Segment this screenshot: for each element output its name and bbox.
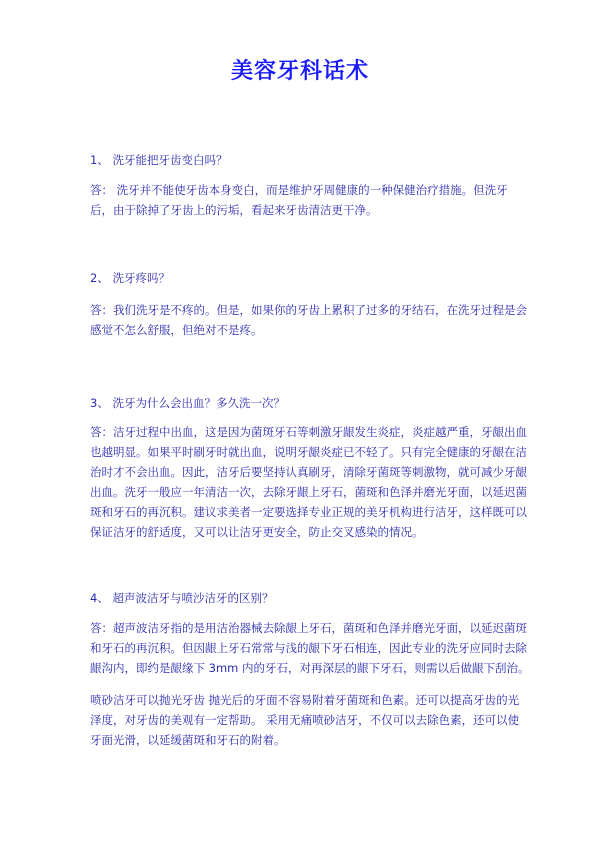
question-4: 4、 超声波洁牙与喷沙洁牙的区别？ (90, 591, 274, 605)
answer-2: 答：我们洗牙是不疼的。但是，如果你的牙齿上累积了过多的牙结石，在洗牙过程是会感觉不怎么舒服，但绝对不是疼。 (90, 303, 527, 337)
answer-4: 答：超声波洁牙指的是用洁治器械去除龈上牙石，菌斑和色泽并磨光牙面，以延迟菌斑和牙石的再沉积。但因龈上牙石常常与浅的龈下牙石相连，因此专业的洗牙应同时去除龈沟内，即约是龈缘下 3mm 内的牙石，对再深层的龈下牙石，则需以后做龈下刮治。 (90, 621, 530, 675)
question-2: 2、 洗牙疼吗？ (90, 271, 170, 285)
document-title: 美容牙科话术 (230, 59, 369, 84)
question-3: 3、 洗牙为什么会出血？多久洗一次？ (90, 396, 285, 410)
question-1: 1、 洗牙能把牙齿变白吗？ (90, 153, 228, 167)
answer-3: 答：洁牙过程中出血，这是因为菌斑牙石等刺激牙龈发生炎症，炎症越严重，牙龈出血也越明显。如果平时刷牙时就出血，说明牙龈炎症已不轻了。只有完全健康的牙龈在洁治时才不会出血。因此，洁牙后要坚持认真刷牙，清除牙菌斑等刺激物，就可减少牙龈出血。洗牙一般应一年清洁一次，去除牙龈上牙石，菌斑和色泽并磨光牙面，以延迟菌斑和牙石的再沉积。建议求美者一定要选择专业正规的美牙机构进行洁牙，这样既可以保证洁牙的舒适度，又可以让洁牙更安全，防止交叉感染的情况。 (90, 425, 527, 539)
answer-1: 答： 洗牙并不能使牙齿本身变白，而是维护牙周健康的一种保健治疗措施。但洗牙后，由于除掉了牙齿上的污垢，看起来牙齿清洁更干净。 (90, 183, 508, 217)
answer-4-paragraph-2: 喷砂洁牙可以抛光牙齿 抛光后的牙面不容易附着牙菌斑和色素。还可以提高牙齿的光泽度，对牙齿的美观有一定帮助。 采用无痛喷砂洁牙，不仅可以去除色素，还可以使牙面光滑，以延缓菌斑和牙石的附着。 (90, 693, 520, 747)
